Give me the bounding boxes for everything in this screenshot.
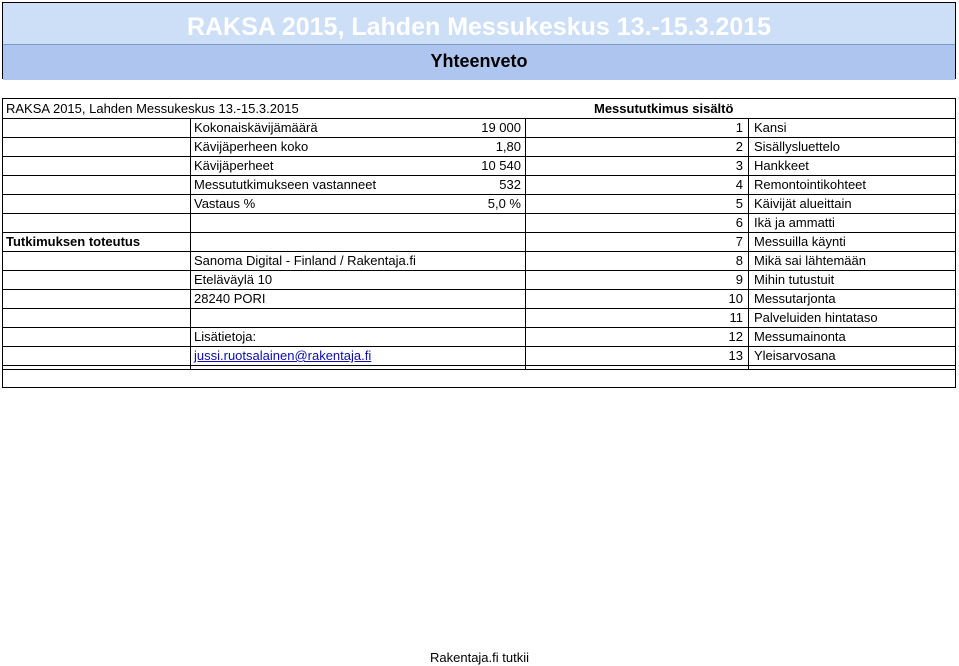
- summary-value: 19 000: [481, 120, 521, 135]
- contents-item-label: Mihin tutustuit: [754, 272, 835, 287]
- contents-item-label: Remontointikohteet: [754, 177, 867, 192]
- grid-column-line: [525, 118, 526, 369]
- contents-item-label: Sisällysluettelo: [754, 139, 840, 154]
- contents-item-number: 2: [735, 139, 743, 154]
- report-header: [2, 2, 956, 79]
- contents-item-number: 9: [735, 272, 743, 287]
- summary-value: 10 540: [481, 158, 521, 173]
- contents-item-number: 13: [728, 348, 743, 363]
- summary-value: 5,0 %: [487, 196, 521, 211]
- implementation-line: Eteläväylä 10: [194, 272, 273, 287]
- summary-label: Kävijäperheet: [194, 158, 274, 173]
- summary-value: 1,80: [495, 139, 521, 154]
- implementation-line: 28240 PORI: [194, 291, 266, 306]
- contents-heading: Messututkimus sisältö: [594, 101, 734, 116]
- contents-item-number: 7: [735, 234, 743, 249]
- summary-label: Kävijäperheen koko: [194, 139, 309, 154]
- report-title: RAKSA 2015, Lahden Messukeskus 13.-15.3.2015: [186, 13, 772, 41]
- contents-item-number: 3: [735, 158, 743, 173]
- grid-line: [3, 369, 955, 370]
- contents-item-label: Yleisarvosana: [754, 348, 836, 363]
- contents-item-number: 1: [735, 120, 743, 135]
- contents-item-label: Messumainonta: [754, 329, 846, 344]
- grid-line: [3, 365, 955, 366]
- contact-label: Lisätietoja:: [194, 329, 257, 344]
- contents-item-label: Käivijät alueittain: [754, 196, 852, 211]
- contents-item-number: 11: [729, 310, 743, 325]
- report-subtitle: Yhteenveto: [430, 51, 528, 71]
- contents-item-label: Kansi: [754, 120, 787, 135]
- summary-label: Messututkimukseen vastanneet: [194, 177, 377, 192]
- contents-item-number: 12: [728, 329, 743, 344]
- summary-label: Kokonaiskävijämäärä: [194, 120, 318, 135]
- contents-item-number: 5: [735, 196, 743, 211]
- implementation-heading: Tutkimuksen toteutus: [6, 234, 141, 249]
- contents-item-number: 8: [735, 253, 743, 268]
- contents-item-label: Mikä sai lähtemään: [754, 253, 866, 268]
- contents-item-label: Messutarjonta: [754, 291, 836, 306]
- contents-item-label: Messuilla käynti: [754, 234, 846, 249]
- contents-item-number: 4: [735, 177, 743, 192]
- summary-label: Vastaus %: [194, 196, 256, 211]
- contact-email-link[interactable]: jussi.ruotsalainen@rakentaja.fi: [194, 348, 372, 363]
- summary-value: 532: [499, 177, 521, 192]
- contents-item-label: Hankkeet: [754, 158, 809, 173]
- page-footer: Rakentaja.fi tutkii: [430, 650, 529, 665]
- contents-item-number: 6: [735, 215, 743, 230]
- grid-column-line: [748, 118, 749, 369]
- contents-item-label: Palveluiden hintataso: [754, 310, 878, 325]
- contents-item-number: 10: [728, 291, 743, 306]
- summary-heading: RAKSA 2015, Lahden Messukeskus 13.-15.3.2015: [6, 101, 299, 116]
- implementation-line: Sanoma Digital - Finland / Rakentaja.fi: [194, 253, 416, 268]
- grid-column-line: [190, 118, 191, 369]
- contents-item-label: Ikä ja ammatti: [754, 215, 835, 230]
- summary-sheet: [2, 98, 956, 388]
